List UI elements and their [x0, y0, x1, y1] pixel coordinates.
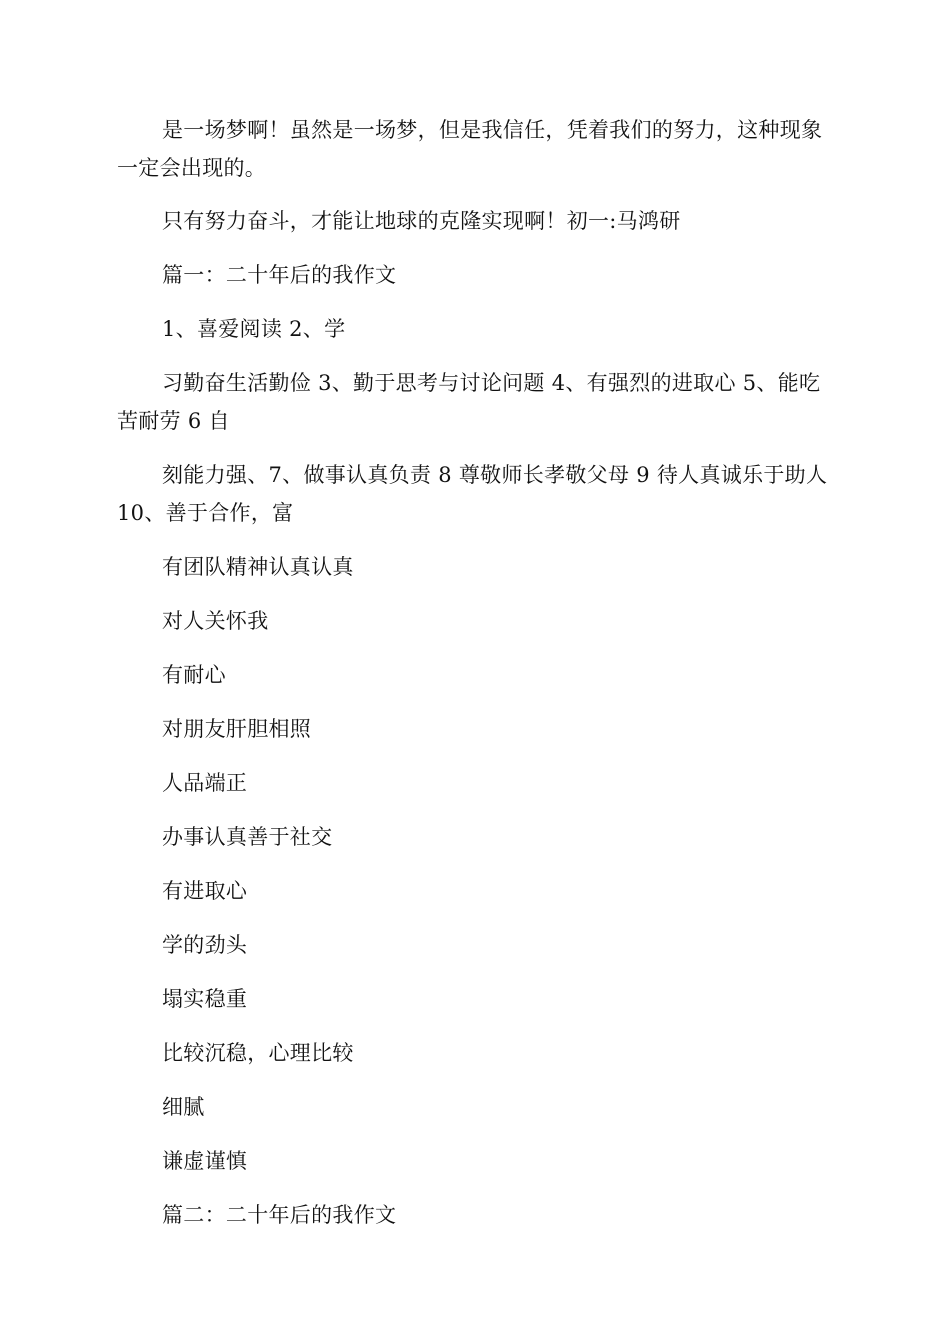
paragraph-9: 对朋友肝胆相照: [162, 717, 312, 741]
paragraph-2: 只有努力奋斗，才能让地球的克隆实现啊！初一:马鸿研: [162, 209, 681, 233]
paragraph-4: 习勤奋生活勤俭 3、勤于思考与讨论问题 4、有强烈的进取心 5、能吃苦耐劳 6 自: [117, 371, 821, 433]
paragraph-7: 对人关怀我: [162, 609, 269, 633]
paragraph-12: 有进取心: [162, 879, 248, 903]
paragraph-14: 塌实稳重: [162, 987, 248, 1011]
paragraph-10: 人品端正: [162, 771, 248, 795]
section-heading-2: 篇二：二十年后的我作文: [162, 1203, 397, 1227]
paragraph-1: 是一场梦啊！虽然是一场梦，但是我信任，凭着我们的努力，这种现象一定会出现的。: [117, 118, 823, 180]
paragraph-13: 学的劲头: [162, 933, 248, 957]
paragraph-15: 比较沉稳，心理比较: [162, 1041, 354, 1065]
section-heading-1: 篇一：二十年后的我作文: [162, 263, 397, 287]
paragraph-17: 谦虚谨慎: [162, 1149, 248, 1173]
paragraph-11: 办事认真善于社交: [162, 825, 333, 849]
paragraph-8: 有耐心: [162, 663, 226, 687]
paragraph-3: 1、喜爱阅读 2、学: [162, 317, 346, 341]
paragraph-6: 有团队精神认真认真: [162, 555, 354, 579]
paragraph-5: 刻能力强、7、做事认真负责 8 尊敬师长孝敬父母 9 待人真诚乐于助人 10、善于合作，富: [117, 463, 828, 525]
paragraph-16: 细腻: [162, 1095, 205, 1119]
